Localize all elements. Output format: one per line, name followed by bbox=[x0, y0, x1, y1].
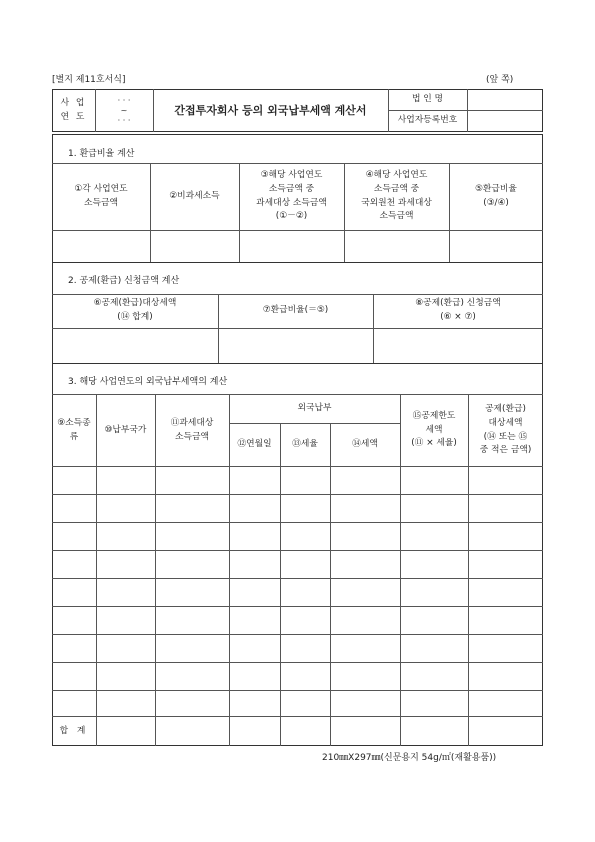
s2-field-8[interactable] bbox=[374, 329, 543, 363]
table-row[interactable] bbox=[52, 663, 543, 690]
fiscal-year-period: · · · ~ · · · bbox=[117, 95, 131, 125]
s1-field-1[interactable] bbox=[52, 231, 150, 262]
paper-spec: 210㎜X297㎜(신문용지 54g/㎡(재활용품)) bbox=[322, 753, 497, 763]
s1-col2-header: ②비과세소득 bbox=[169, 190, 220, 201]
biz-no-field[interactable] bbox=[467, 110, 543, 132]
s3-col10-header: ⑩납부국가 bbox=[104, 424, 147, 435]
s3-group-header: 외국납부 bbox=[297, 403, 332, 414]
table-row[interactable] bbox=[52, 691, 543, 716]
s1-field-2[interactable] bbox=[151, 231, 239, 262]
table-row[interactable] bbox=[52, 551, 543, 578]
s3-col11-header: ⑪과세대상 소득금액 bbox=[170, 417, 214, 442]
form-number: [별지 제11호서식] bbox=[52, 75, 126, 85]
s1-col3-header: ③해당 사업연도 소득금액 중 과세대상 소득금액 (①－②) bbox=[256, 170, 327, 222]
s2-col6-header: ⑥공제(환급)대상세액 (⑭ 합계) bbox=[93, 298, 177, 322]
s1-field-5[interactable] bbox=[450, 231, 543, 262]
fiscal-year-label: 사 업 연 도 bbox=[60, 97, 87, 122]
page-side-label: (앞 쪽) bbox=[486, 75, 514, 85]
table-row[interactable] bbox=[52, 523, 543, 550]
section2-heading: 2. 공제(환급) 신청금액 계산 bbox=[68, 276, 180, 286]
section3-heading: 3. 해당 사업연도의 외국납부세액의 계산 bbox=[68, 377, 228, 387]
s2-field-7[interactable] bbox=[219, 329, 373, 363]
table-row[interactable] bbox=[52, 607, 543, 634]
s1-col1-header: ①각 사업연도 소득금액 bbox=[74, 183, 128, 208]
s1-col5-header: ⑤환급비율 (③/④) bbox=[475, 183, 517, 208]
biz-no-label: 사업자등록번호 bbox=[397, 115, 458, 126]
s3-col12-header: ⑫연월일 bbox=[237, 439, 272, 450]
table-row[interactable] bbox=[52, 635, 543, 662]
s2-col8-header: ⑧공제(환급) 신청금액 (⑥ × ⑦) bbox=[415, 298, 501, 322]
table-row[interactable] bbox=[52, 579, 543, 606]
s1-field-4[interactable] bbox=[345, 231, 449, 262]
s2-field-6[interactable] bbox=[52, 329, 218, 363]
s2-col7-header: ⑦환급비율(＝⑤) bbox=[262, 305, 329, 316]
table-row[interactable] bbox=[52, 495, 543, 522]
corp-name-label: 법 인 명 bbox=[411, 93, 444, 104]
table-row[interactable] bbox=[52, 467, 543, 494]
s1-col4-header: ④해당 사업연도 소득금액 중 국외원천 과세대상 소득금액 bbox=[361, 170, 432, 222]
s3-col9-header: ⑨소득종 류 bbox=[57, 417, 91, 442]
total-label: 합 계 bbox=[59, 725, 89, 736]
form-title: 간접투자회사 등의 외국납부세액 계산서 bbox=[174, 103, 367, 117]
total-row[interactable] bbox=[97, 717, 543, 746]
s3-col13-header: ⑬세율 bbox=[292, 439, 318, 450]
s3-col16-header: 공제(환급) 대상세액 (⑭ 또는 ⑮ 중 적은 금액) bbox=[479, 404, 532, 456]
section1-heading: 1. 환급비율 계산 bbox=[68, 149, 135, 159]
s3-col15-header: ⑮공제한도 세액 (⑪ × 세율) bbox=[411, 411, 457, 449]
s1-field-3[interactable] bbox=[240, 231, 344, 262]
corp-name-field[interactable] bbox=[467, 89, 543, 110]
s3-col14-header: ⑭세액 bbox=[352, 439, 378, 450]
